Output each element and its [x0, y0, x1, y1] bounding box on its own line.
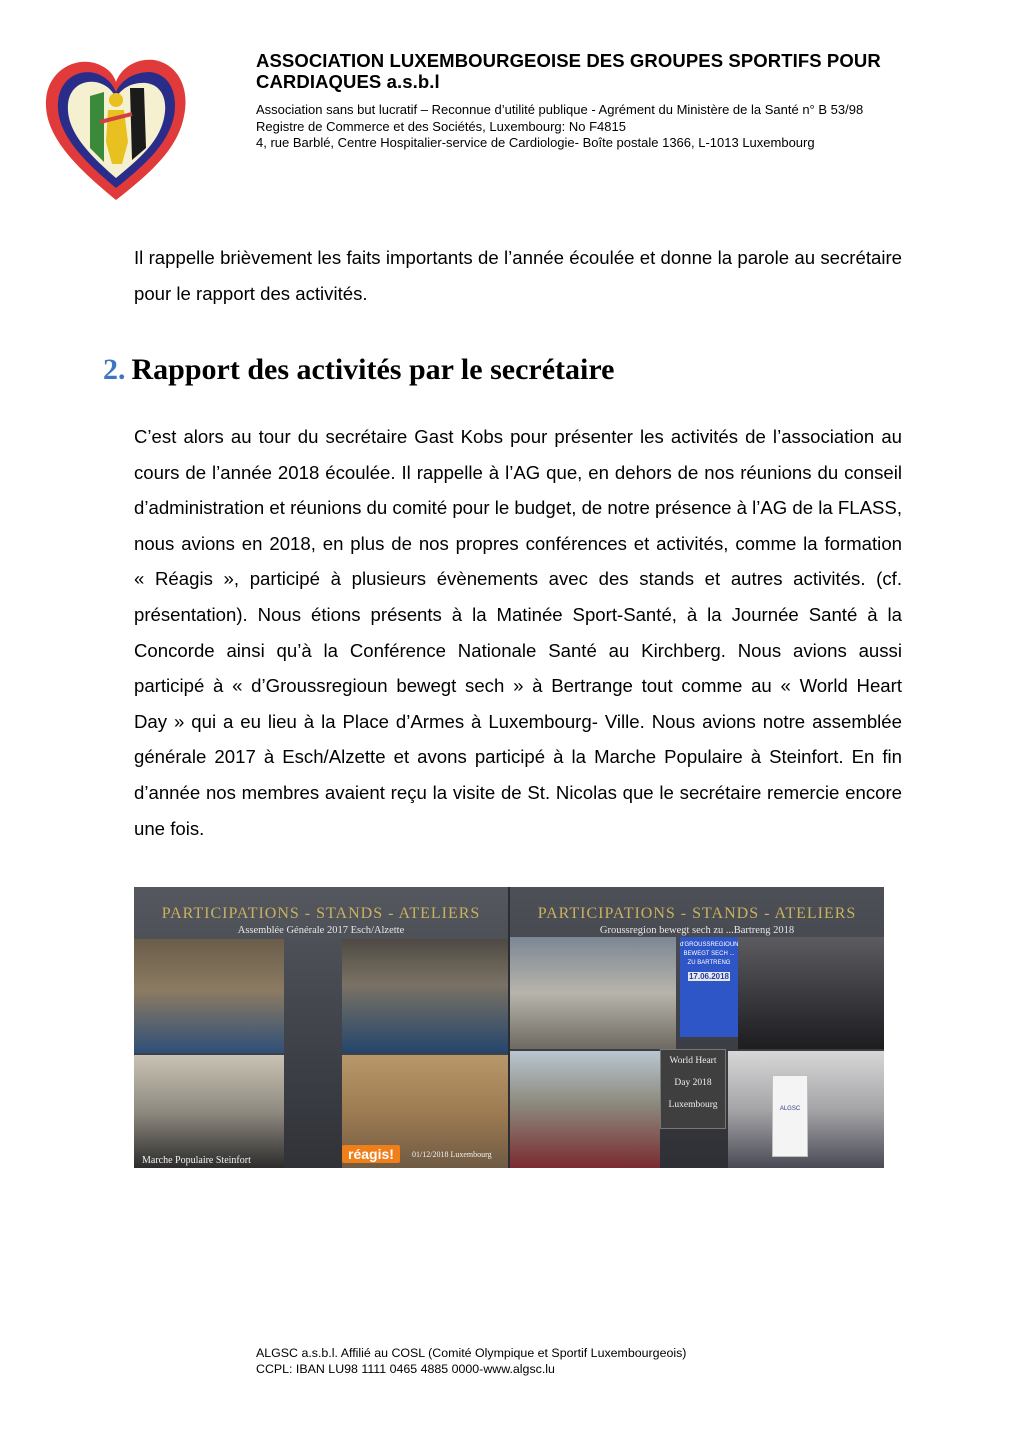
caption-marche-populaire: Marche Populaire Steinfort	[142, 1155, 251, 1166]
heart-logo-icon	[42, 52, 190, 204]
association-name-line2: CARDIAQUES a.s.b.l	[256, 71, 440, 92]
algsc-banner-label: ALGSC	[779, 1106, 801, 1112]
panel-left-title: PARTICIPATIONS - STANDS - ATELIERS	[161, 905, 481, 922]
whd-line2: Day 2018	[674, 1078, 712, 1088]
groussregion-poster	[680, 937, 738, 1037]
page-footer	[256, 1345, 956, 1377]
poster-date: 17.06.2018	[688, 972, 730, 981]
photo-assembly-hall	[342, 939, 508, 1053]
algsc-banner	[772, 1075, 808, 1157]
panel-right-subtitle: Groussregion bewegt sech zu ...Bartreng 2018	[599, 925, 795, 936]
report-paragraph: C’est alors au tour du secrétaire Gast Kobs pour présenter les activités de l’association au cours de l’année 2018 écoulée. Il rappelle à l’AG que, en dehors de nos réunions du conseil d’administration et réunions du comité pour le budget, de notre présence à l’AG de la FLASS, nous avions en 2018, en plus de nos propres conférences et activités, comme la formation « Réagis », participé à plusieurs évènements avec des stands et autres activités. (cf. présentation). Nous étions présents à la Matinée Sport-Santé, à la Journée Santé à la Concorde ainsi qu’à la Conférence Nationale Santé au Kirchberg. Nous avions aussi participé à « d’Groussregioun bewegt sech » à Bertrange tout comme au « World Heart Day » qui a eu lieu à la Place d’Armes à Luxembourg- Ville. Nous avions notre assemblée générale 2017 à Esch/Alzette et avons participé à la Marche Populaire à Steinfort. En fin d’année nos membres avaient reçu la visite de St. Nicolas que le secrétaire remercie encore une fois.	[134, 426, 902, 839]
association-info-line3: 4, rue Barblé, Centre Hospitalier-service de Cardiologie- Boîte postale 1366, L-1013 Luxembourg	[256, 135, 815, 150]
poster-text: d'GROUSSREGIOUN BEWEGT SECH ... ZU BARTRENG	[680, 942, 739, 966]
footer-line1: ALGSC a.s.b.l. Affilié au COSL (Comité Olympique et Sportif Luxembourgeois)	[256, 1346, 687, 1360]
photo-bertrange-group	[510, 937, 676, 1049]
association-info-line2: Registre de Commerce et des Sociétés, Luxembourg: No F4815	[256, 118, 626, 134]
photo-place-darmes	[510, 1051, 660, 1168]
photo-whd-stand	[728, 1051, 884, 1168]
footer-line2: CCPL: IBAN LU98 1111 0465 4885 0000-www.algsc.lu	[256, 1362, 555, 1376]
whd-line3: Luxembourg	[668, 1100, 718, 1110]
photo-marche-stand	[134, 1055, 284, 1168]
collage-panel-right	[510, 887, 884, 1168]
panel-left-subtitle: Assemblée Générale 2017 Esch/Alzette	[237, 925, 405, 936]
whd-line1: World Heart	[669, 1056, 717, 1066]
world-heart-day-sign	[660, 1049, 726, 1129]
caption-reagis-date: 01/12/2018 Luxembourg	[412, 1150, 492, 1159]
photo-exercise-bikes	[738, 937, 884, 1049]
collage-panel-left	[134, 887, 508, 1168]
photo-assembly-audience	[134, 939, 284, 1053]
section-title: Rapport des activités par le secrétaire	[131, 353, 615, 386]
reagis-logo: réagis!	[342, 1145, 400, 1163]
activities-photo-collage	[134, 887, 884, 1168]
section-number: 2.	[103, 353, 126, 386]
section-heading	[103, 350, 614, 390]
intro-paragraph: Il rappelle brièvement les faits importants de l’année écoulée et donne la parole au secrétaire pour le rapport des activités.	[134, 247, 902, 304]
panel-right-title: PARTICIPATIONS - STANDS - ATELIERS	[537, 905, 857, 922]
association-name-line1: ASSOCIATION LUXEMBOURGEOISE DES GROUPES SPORTIFS POUR	[256, 50, 881, 71]
association-info-line1: Association sans but lucratif – Reconnue d’utilité publique - Agrément du Ministère de la Santé n° B 53/98	[256, 102, 864, 117]
letterhead	[256, 50, 976, 152]
